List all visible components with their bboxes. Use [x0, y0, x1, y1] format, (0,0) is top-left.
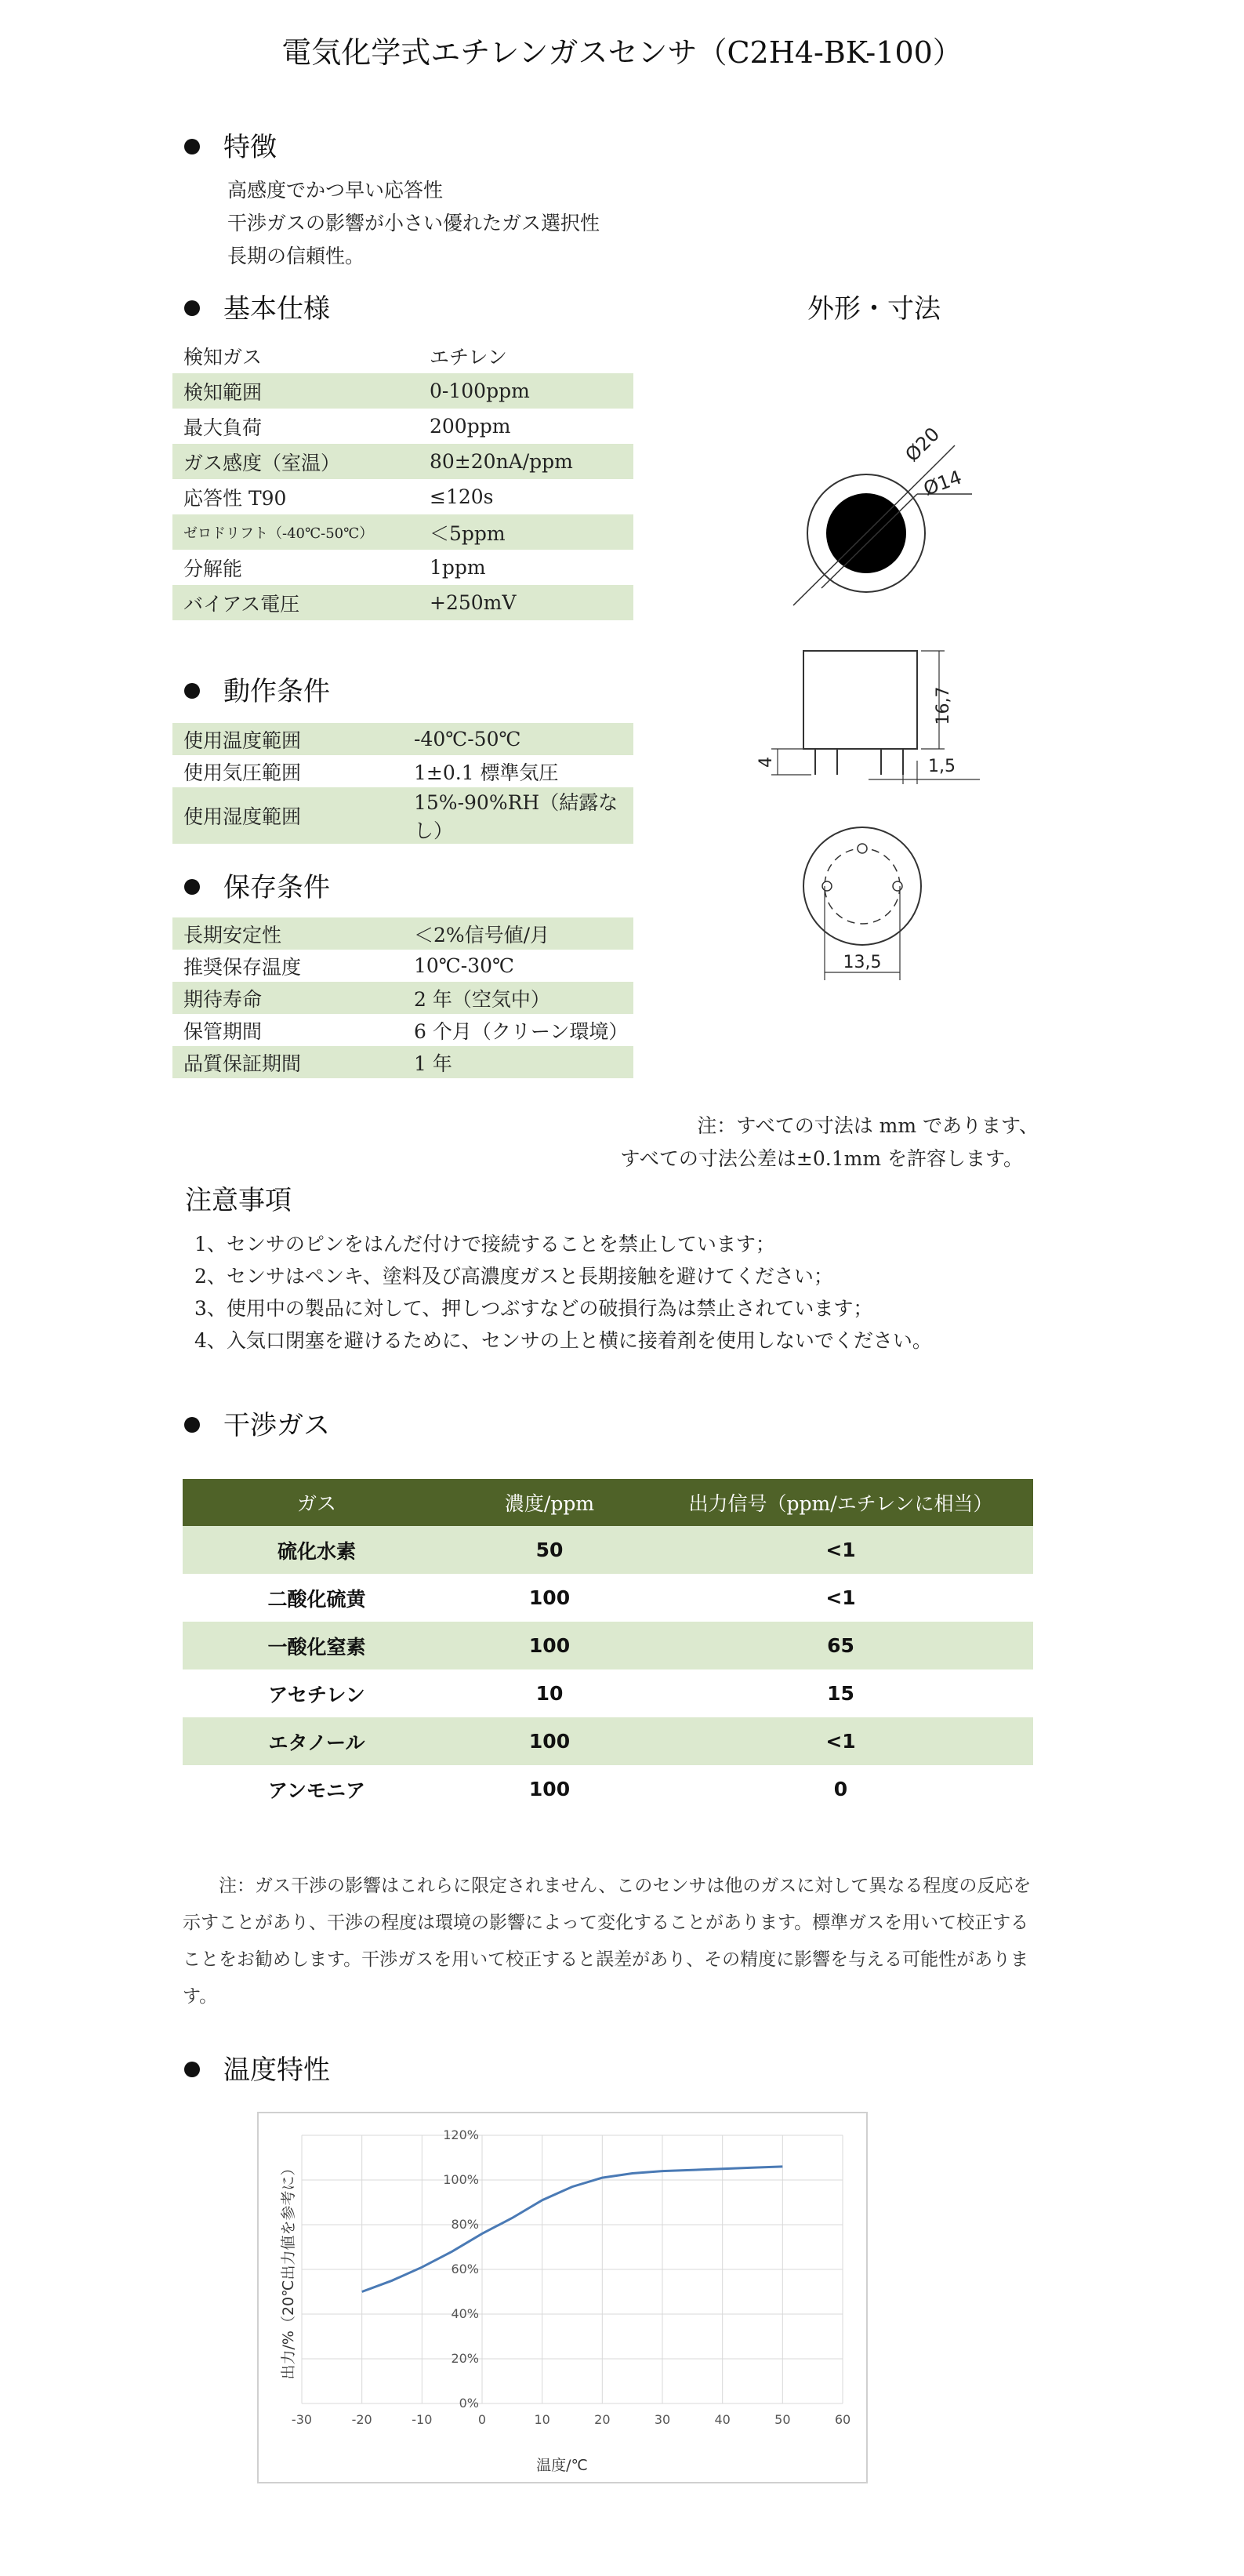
column-header: ガス: [183, 1479, 451, 1526]
temperature-heading: [184, 2048, 330, 2087]
spec-key: 期待寿命: [172, 982, 403, 1014]
top-view-drawing: [753, 408, 988, 627]
bullet-icon: [184, 139, 200, 154]
spec-key: 分解能: [183, 557, 243, 580]
temperature-chart-frame: [257, 2112, 868, 2483]
temperature-heading-label: 温度特性: [223, 2055, 330, 2086]
spec-value: 1ppm: [430, 556, 486, 579]
interference-note: 注：ガス干渉の影響はこれらに限定されません、このセンサは他のガスに対して異なる程度の反応を示すことがあり、干渉の程度は環境の影響によって変化することがあります。標準ガスを用いて校正することをお勧めします。干渉ガスを用いて校正すると誤差があり、その精度に影響を与える可能性があります。: [183, 1876, 1032, 2007]
spec-row: [172, 444, 633, 479]
table-row: [183, 1765, 1033, 1813]
spec-key: 使用湿度範囲: [172, 787, 403, 844]
table-header-row: [183, 1479, 1033, 1526]
spec-row: [172, 479, 633, 514]
side-view-drawing: [753, 643, 988, 800]
temperature-chart: [259, 2113, 866, 2482]
spec-row: [172, 338, 633, 373]
chart-grid: [302, 2135, 843, 2403]
interference-heading: [184, 1404, 330, 1442]
chart-series-line: [362, 2167, 783, 2292]
spec-value: 6 个月（クリーン環境）: [414, 1019, 629, 1043]
spec-key: 最大負荷: [183, 416, 263, 439]
dimension-note-1: 注：すべての寸法は mm であります、: [697, 1114, 1039, 1137]
feature-item: 干渉ガスの影響が小さい優れたガス選択性: [227, 212, 600, 234]
spec-key: 使用温度範囲: [172, 723, 403, 755]
gas-cell: 二酸化硫黄: [267, 1587, 366, 1611]
pin-gap-label: 1,5: [928, 757, 956, 776]
cautions-heading: 注意事項: [185, 1185, 292, 1216]
spec-value: 1 年: [403, 1046, 633, 1078]
features-heading: [184, 125, 277, 164]
bullet-icon: [184, 2062, 200, 2077]
bullet-icon: [184, 1417, 200, 1433]
bullet-icon: [184, 300, 200, 316]
chart-x-tick-label: -30: [291, 2412, 313, 2427]
spec-row: [172, 585, 633, 620]
page-title: 電気化学式エチレンガスセンサ（C2H4-BK-100）: [281, 35, 963, 70]
chart-y-tick-label: 60%: [451, 2262, 479, 2276]
outer-diameter-label: Ø20: [901, 423, 945, 467]
spec-row: [172, 1046, 633, 1078]
chart-y-axis-label: 出力/%（20℃出力値を参考に）: [280, 2160, 297, 2380]
chart-x-tick-label: -10: [412, 2412, 433, 2427]
basic-spec-heading-label: 基本仕様: [223, 293, 330, 325]
output-cell: <1: [825, 1586, 856, 1609]
chart-y-tick-label: 100%: [443, 2172, 479, 2187]
chart-x-tick-label: -20: [351, 2412, 372, 2427]
dimension-note-2: すべての寸法公差は±0.1mm を許容します。: [620, 1147, 1023, 1170]
bottom-view-drawing: [753, 823, 988, 996]
concentration-cell: 50: [451, 1526, 648, 1574]
table-row: [183, 1622, 1033, 1669]
spec-value: 80±20nA/ppm: [419, 444, 633, 479]
features-heading-label: 特徴: [223, 132, 277, 163]
spec-row: [172, 550, 633, 585]
concentration-cell: 100: [451, 1622, 648, 1669]
chart-y-tick-label: 80%: [451, 2217, 479, 2232]
chart-x-tick-label: 0: [477, 2412, 487, 2427]
spec-value: -40℃-50℃: [403, 723, 633, 755]
table-row: [183, 1526, 1033, 1574]
chart-x-axis-label: 温度/℃: [536, 2457, 588, 2474]
spec-value: 0-100ppm: [419, 373, 633, 409]
chart-x-tick-label: 50: [774, 2412, 791, 2427]
features-list: [227, 174, 600, 273]
caution-item: 3、使用中の製品に対して、押しつぶすなどの破損行為は禁止されています；: [194, 1297, 873, 1320]
gas-cell: アンモニア: [267, 1778, 365, 1802]
spec-key: 検知ガス: [183, 345, 263, 369]
pin-circle-label: 13,5: [843, 953, 882, 972]
concentration-cell: 100: [451, 1717, 648, 1765]
spec-row: [172, 755, 633, 787]
spec-row: [172, 950, 633, 982]
chart-x-tick-label: 60: [834, 2412, 851, 2427]
spec-key: 応答性 T90: [183, 486, 287, 510]
spec-value: +250mV: [419, 585, 633, 620]
spec-row: [172, 723, 633, 755]
spec-value: 200ppm: [430, 415, 511, 438]
gas-cell: エタノール: [183, 1717, 451, 1765]
spec-key: 品質保証期間: [172, 1046, 403, 1078]
spec-row: [172, 514, 633, 550]
pin-length-label: 4: [756, 757, 776, 768]
chart-x-tick-label: 20: [594, 2412, 611, 2427]
spec-value: 15%-90%RH（結露なし）: [403, 787, 633, 844]
chart-y-tick-label: 20%: [451, 2351, 479, 2366]
bullet-icon: [184, 683, 200, 699]
chart-x-tick-label: 30: [654, 2412, 671, 2427]
spec-value: エチレン: [430, 345, 507, 369]
inner-diameter-label: Ø14: [920, 466, 965, 500]
spec-row: [172, 373, 633, 409]
spec-row: [172, 982, 633, 1014]
output-cell: <1: [648, 1526, 1033, 1574]
operating-heading-label: 動作条件: [223, 676, 330, 707]
spec-key: バイアス電圧: [172, 585, 419, 620]
basic-spec-table: [172, 338, 633, 620]
basic-spec-heading: [184, 287, 330, 325]
operating-heading: [184, 670, 330, 708]
spec-key: 推奨保存温度: [183, 955, 302, 979]
dimensions-heading: 外形・寸法: [807, 293, 941, 325]
concentration-cell: 100: [528, 1586, 571, 1609]
spec-key: 保管期間: [183, 1019, 263, 1043]
gas-cell: 一酸化窒素: [183, 1622, 451, 1669]
caution-item: 4、入気口閉塞を避けるために、センサの上と横に接着剤を使用しないでください。: [194, 1329, 932, 1352]
output-cell: <1: [648, 1717, 1033, 1765]
spec-key: ゼロドリフト（-40℃-50℃）: [172, 514, 419, 550]
table-row: [183, 1574, 1033, 1622]
spec-value: 2 年（空気中）: [403, 982, 633, 1014]
concentration-cell: 100: [528, 1778, 571, 1800]
interference-table: [183, 1479, 1033, 1813]
gas-cell: アセチレン: [268, 1683, 365, 1706]
spec-key: 検知範囲: [172, 373, 419, 409]
feature-item: 長期の信頼性。: [227, 245, 365, 267]
gas-cell: 硫化水素: [183, 1526, 451, 1574]
table-row: [183, 1717, 1033, 1765]
storage-heading-label: 保存条件: [223, 872, 330, 903]
chart-ticks: [292, 2127, 850, 2427]
height-label: 16,7: [934, 686, 953, 725]
storage-heading: [184, 866, 330, 904]
spec-value: ＜5ppm: [419, 514, 633, 550]
output-cell: 65: [648, 1622, 1033, 1669]
spec-key: ガス感度（室温）: [172, 444, 419, 479]
output-cell: 0: [833, 1778, 848, 1800]
chart-y-tick-label: 40%: [451, 2306, 479, 2321]
chart-x-tick-label: 10: [534, 2412, 550, 2427]
bullet-icon: [184, 879, 200, 895]
chart-y-tick-label: 120%: [443, 2127, 479, 2142]
spec-row: [172, 1014, 633, 1046]
operating-table: [172, 723, 633, 844]
concentration-cell: 10: [535, 1682, 564, 1705]
spec-row: [172, 917, 633, 950]
caution-item: 1、センサのピンをはんだ付けで接続することを禁止しています；: [194, 1233, 775, 1255]
spec-value: 10℃-30℃: [414, 954, 515, 977]
cautions-list: [194, 1228, 932, 1357]
output-cell: 15: [827, 1682, 854, 1705]
spec-row: [172, 409, 633, 444]
chart-y-tick-label: 0%: [459, 2396, 479, 2411]
spec-value: 1±0.1 標準気圧: [414, 761, 559, 784]
feature-item: 高感度でかつ早い応答性: [227, 179, 444, 202]
spec-key: 使用気圧範囲: [183, 761, 302, 784]
storage-table: [172, 917, 633, 1078]
chart-x-tick-label: 40: [714, 2412, 731, 2427]
column-header: 濃度/ppm: [451, 1479, 648, 1526]
column-header: 出力信号（ppm/エチレンに相当）: [648, 1479, 1033, 1526]
table-row: [183, 1669, 1033, 1717]
interference-heading-label: 干渉ガス: [223, 1410, 330, 1441]
spec-value: ＜2%信号値/月: [403, 917, 633, 950]
spec-key: 長期安定性: [172, 917, 403, 950]
spec-value: ≤120s: [430, 485, 494, 508]
spec-row: [172, 787, 633, 844]
caution-item: 2、センサはペンキ、塗料及び高濃度ガスと長期接触を避けてください；: [194, 1265, 833, 1288]
